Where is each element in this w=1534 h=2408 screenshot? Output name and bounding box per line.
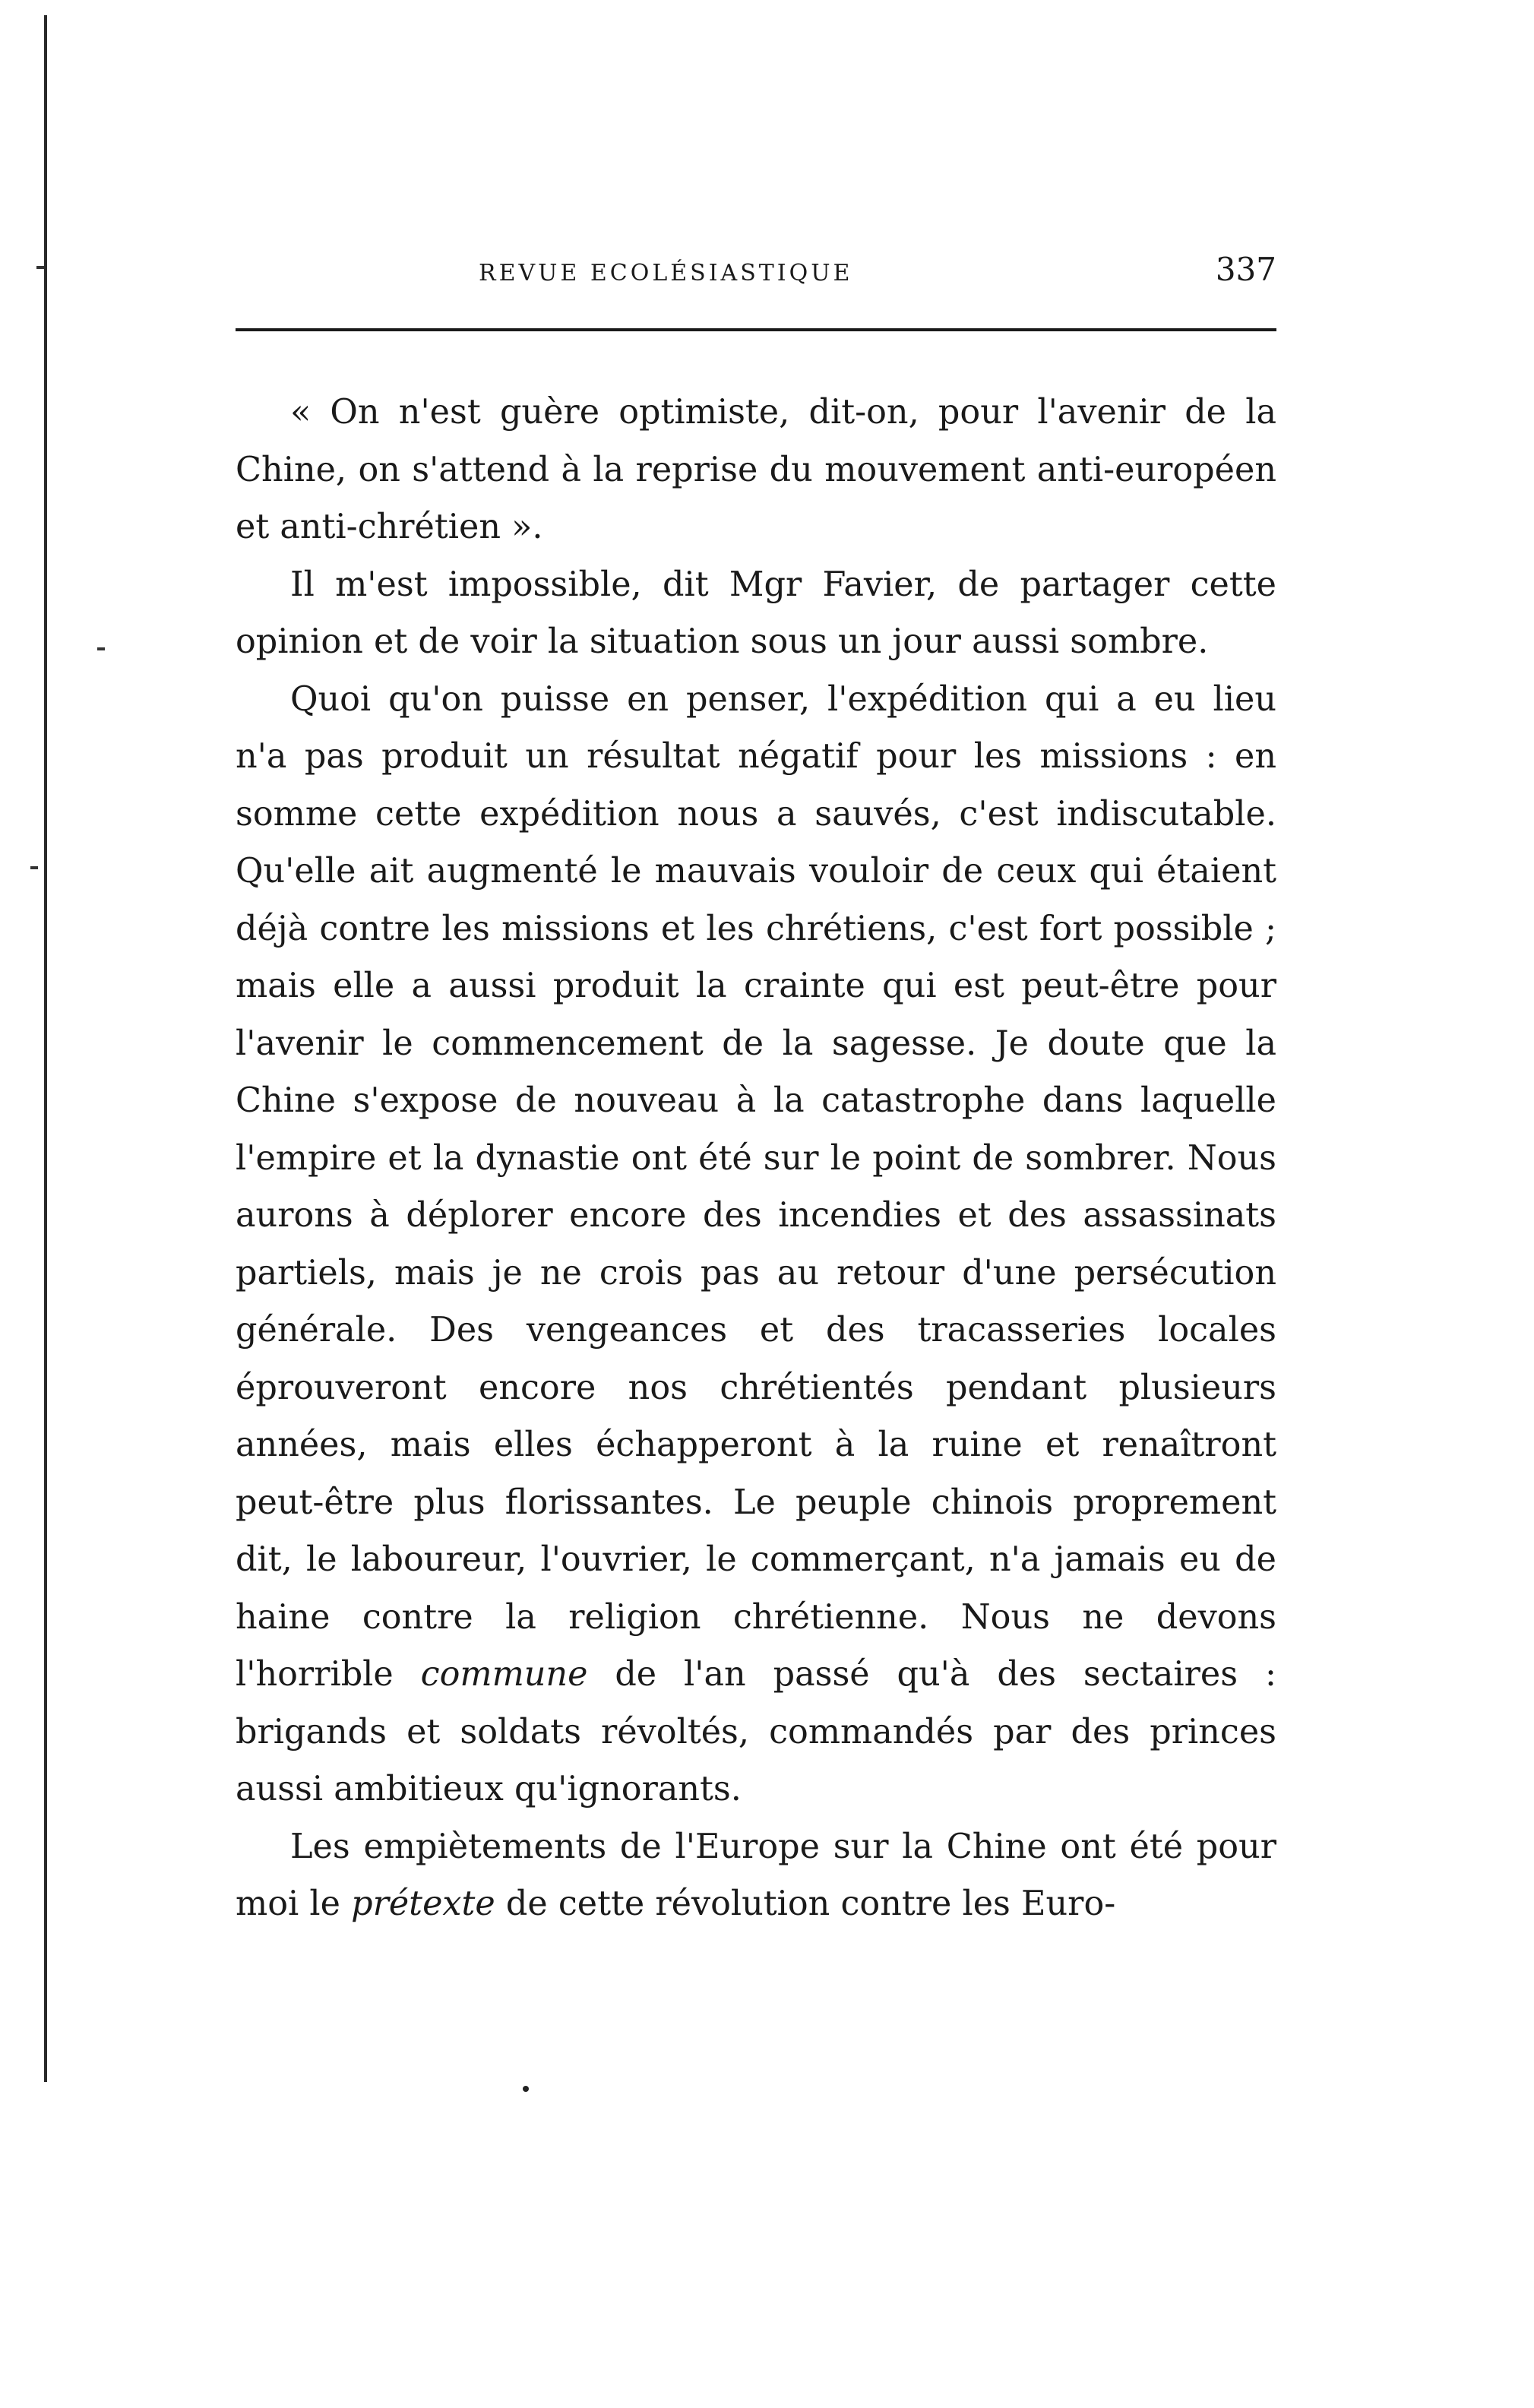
header-rule xyxy=(236,328,1276,331)
margin-mark xyxy=(30,866,38,869)
page-number: 337 xyxy=(1215,251,1276,288)
paragraph xyxy=(236,1818,1276,1933)
margin-rule xyxy=(44,15,47,2082)
paragraph: « On n'est guère optimiste, dit-on, pour l'avenir de la Chine, on s'attend à la reprise du mouvement anti-européen et anti-chrétien ». xyxy=(236,393,1276,546)
paragraph-text: de cette révolution contre les Euro- xyxy=(495,1884,1116,1923)
italic-word: commune xyxy=(420,1655,588,1694)
body-text xyxy=(236,384,1276,1933)
running-head: REVUE ECOLÉSIASTIQUE xyxy=(479,260,853,286)
margin-mark xyxy=(97,647,105,650)
ink-dot xyxy=(523,2086,529,2092)
paragraph: Il m'est impossible, dit Mgr Favier, de partager cette opinion et de voir la situation sous un jour aussi sombre. xyxy=(236,565,1276,661)
paragraph-text: Quoi qu'on puisse en penser, l'expédition qui a eu lieu n'a pas produit un résultat négatif pour les missions : en somme cette expédition nous a sauvés, c'est indiscutable. Qu'elle ait augmenté le mauvais vouloir de ceux qui étaient déjà contre les missions et les chrétiens, c'est fort possible ; mais elle a aussi produit la crainte qui est peut-être pour l'avenir le commencement de la sagesse. Je doute que la Chine s'expose de nouveau à la catastrophe dans laquelle l'empire et la dynastie ont été sur le point de sombrer. Nous aurons à déplorer encore des incendies et des assassinats partiels, mais je ne crois pas au retour d'une persécution générale. Des vengeances et des tracasseries locales éprouveront encore nos chrétientés pendant plusieurs années, mais elles échapperont à la ruine et renaîtront peut-être plus florissantes. Le peuple chinois proprement dit, le laboureur, l'ouvrier, le commerçant, n'a jamais eu de haine contre la religion chrétienne. Nous ne devons l'horrible xyxy=(236,679,1276,1694)
italic-word: prétexte xyxy=(351,1884,495,1923)
margin-mark xyxy=(36,266,44,269)
page-header xyxy=(236,251,1276,296)
paragraph-text: de l'an passé qu'à des sectaires : brigands et soldats révoltés, commandés par des princes aussi ambitieux qu'ignorants. xyxy=(236,1655,1276,1808)
paragraph xyxy=(236,671,1276,1818)
paragraph-text: Les empiètements de l'Europe sur la Chine ont été pour moi le xyxy=(236,1827,1276,1923)
